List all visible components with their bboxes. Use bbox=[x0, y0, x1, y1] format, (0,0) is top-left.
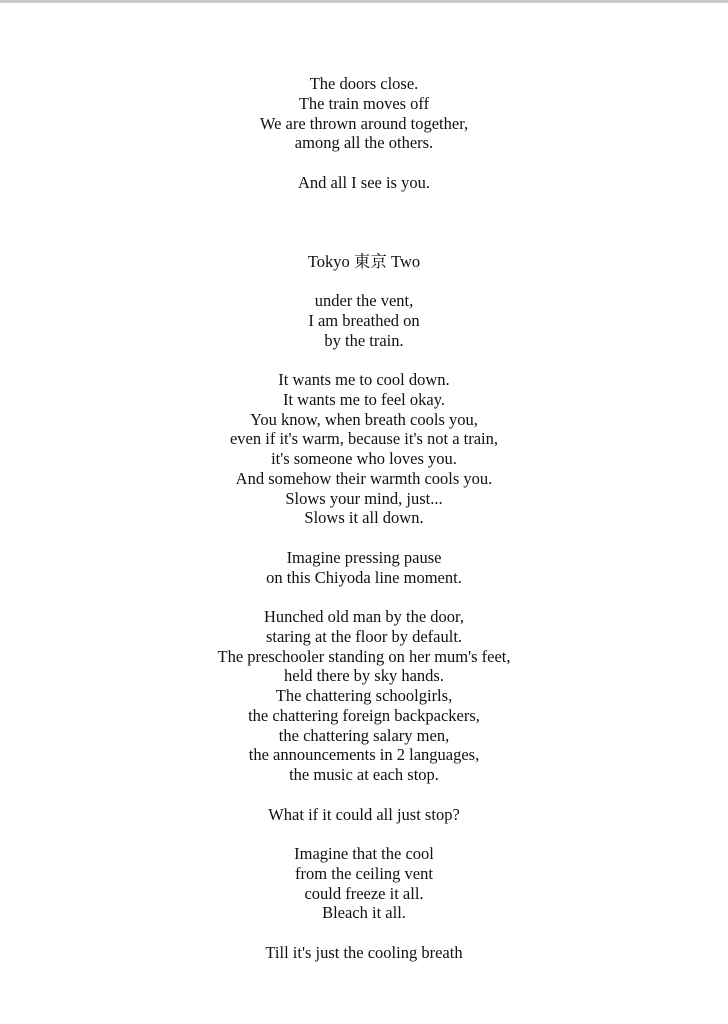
poem-line: The doors close. bbox=[309, 74, 419, 93]
poem-line: You know, when breath cools you, bbox=[250, 409, 478, 429]
poem-line: What if it could all just stop? bbox=[268, 804, 460, 824]
poem-line: Imagine pressing pause bbox=[286, 547, 442, 567]
poem-line: It wants me to feel okay. bbox=[282, 389, 446, 409]
poem-line: the chattering foreign backpackers, bbox=[248, 705, 480, 725]
top-border bbox=[0, 0, 728, 3]
poem-page bbox=[0, 74, 728, 982]
poem-line: Imagine that the cool bbox=[294, 844, 434, 863]
poem-line: And all I see is you. bbox=[298, 172, 430, 192]
poem-line: by the train. bbox=[324, 330, 404, 350]
poem-line: among all the others. bbox=[294, 133, 434, 153]
poem-line: Hunched old man by the door, bbox=[263, 607, 465, 626]
poem-line: And somehow their warmth cools you. bbox=[235, 468, 493, 488]
poem-line: Bleach it all. bbox=[322, 903, 406, 923]
poem-line: from the ceiling vent bbox=[295, 863, 433, 883]
poem-line: the chattering salary men, bbox=[278, 725, 450, 745]
poem-line: The preschooler standing on her mum's feet, bbox=[217, 646, 511, 666]
stanza-4 bbox=[0, 370, 728, 528]
poem-line: the music at each stop. bbox=[289, 765, 439, 784]
stanza-7 bbox=[0, 805, 728, 825]
stanza-8 bbox=[0, 844, 728, 923]
poem-line: It wants me to cool down. bbox=[278, 370, 450, 389]
poem-line: under the vent, bbox=[314, 291, 414, 310]
poem-line: the announcements in 2 languages, bbox=[248, 745, 480, 765]
poem-line: even if it's warm, because it's not a train, bbox=[229, 429, 499, 449]
poem-line: The chattering schoolgirls, bbox=[275, 686, 453, 705]
poem-title-text: Tokyo 東京 Two bbox=[307, 251, 421, 271]
poem-line: held there by sky hands. bbox=[284, 666, 444, 686]
poem-line: Till it's just the cooling breath bbox=[265, 942, 463, 962]
poem-line: I am breathed on bbox=[308, 310, 420, 330]
poem-line: could freeze it all. bbox=[304, 883, 424, 903]
poem-line: Slows your mind, just... bbox=[285, 488, 443, 508]
poem-line: staring at the floor by default. bbox=[265, 626, 463, 646]
poem-line: Slows it all down. bbox=[304, 508, 424, 528]
stanza-5 bbox=[0, 548, 728, 588]
poem-title bbox=[0, 252, 728, 272]
stanza-2 bbox=[0, 173, 728, 193]
stanza-1 bbox=[0, 74, 728, 153]
stanza-9 bbox=[0, 943, 728, 963]
stanza-3 bbox=[0, 291, 728, 350]
poem-line: We are thrown around together, bbox=[259, 113, 469, 133]
poem-line: it's someone who loves you. bbox=[271, 449, 457, 468]
poem-line: on this Chiyoda line moment. bbox=[266, 567, 462, 587]
stanza-6 bbox=[0, 607, 728, 785]
poem-line: The train moves off bbox=[298, 93, 430, 113]
